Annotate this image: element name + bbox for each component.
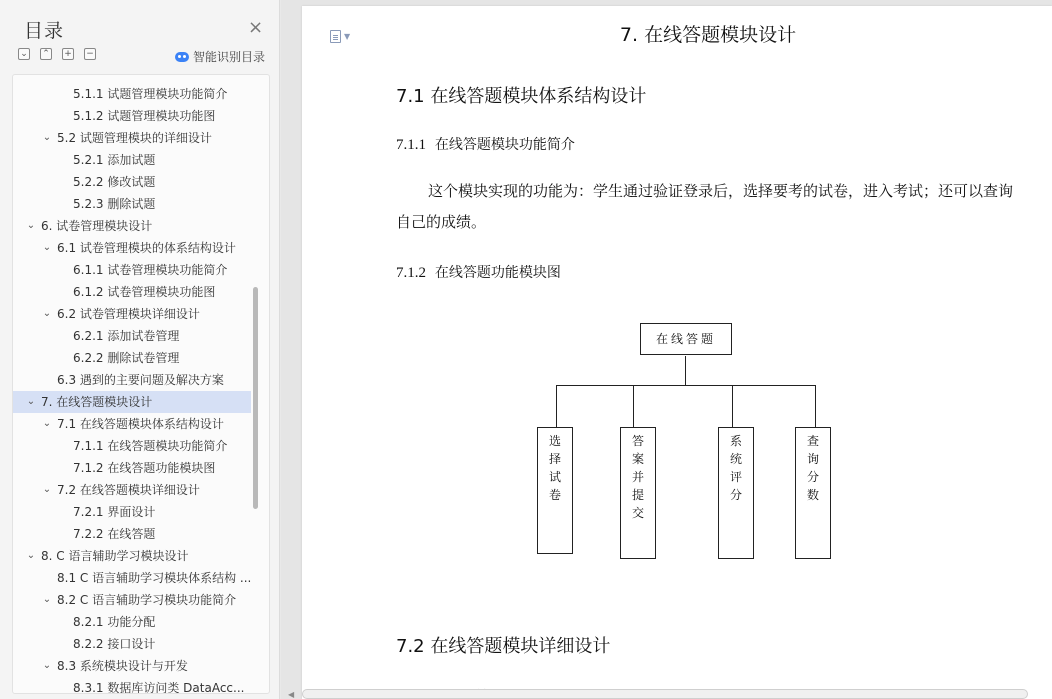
diagram-root-box: 在线答题 — [640, 323, 732, 355]
toc-toolbar — [18, 48, 96, 60]
toc-item[interactable] — [13, 193, 251, 215]
toc-item-label: 7.2.2 在线答题 — [73, 527, 156, 541]
diagram-connector — [732, 385, 733, 427]
toc-item-label: 8.1 C 语言辅助学习模块体系结构 ... — [57, 571, 251, 585]
toc-item-label: 8.3.1 数据库访问类 DataAcc... — [73, 681, 245, 694]
toc-item[interactable] — [13, 325, 251, 347]
horizontal-scrollbar[interactable] — [302, 689, 1028, 699]
toc-item[interactable] — [13, 677, 251, 694]
document-area — [281, 0, 1052, 699]
add-icon[interactable]: + — [62, 48, 74, 60]
toc-item[interactable] — [13, 281, 251, 303]
toc-item-label: 6.1.1 试卷管理模块功能简介 — [73, 263, 228, 277]
smart-ai-icon — [175, 52, 189, 62]
toc-item[interactable] — [13, 237, 251, 259]
diagram-child-box: 答 案 并 提 交 — [620, 427, 656, 559]
toc-item[interactable] — [13, 347, 251, 369]
close-icon[interactable]: × — [248, 17, 264, 38]
chevron-down-icon[interactable]: ⌄ — [42, 132, 52, 143]
toc-item[interactable] — [13, 501, 251, 523]
toc-item-label: 6. 试卷管理模块设计 — [41, 219, 153, 233]
chevron-down-icon[interactable]: ⌄ — [42, 484, 52, 495]
remove-icon[interactable]: − — [84, 48, 96, 60]
toc-list-box — [12, 74, 270, 694]
toc-item[interactable] — [13, 413, 251, 435]
toc-item[interactable] — [13, 523, 251, 545]
chevron-down-icon[interactable]: ⌄ — [26, 220, 36, 231]
toc-item-label: 8. C 语言辅助学习模块设计 — [41, 549, 189, 563]
toc-item-label: 6.1.2 试卷管理模块功能图 — [73, 285, 216, 299]
toc-item[interactable] — [13, 479, 251, 501]
diagram-connector — [556, 385, 557, 427]
chevron-down-icon[interactable]: ⌄ — [26, 550, 36, 561]
toc-item-label: 5.1.2 试题管理模块功能图 — [73, 109, 216, 123]
toc-item[interactable] — [13, 589, 251, 611]
subsection-number: 7.1.2 — [396, 265, 426, 281]
scroll-left-icon[interactable]: ◀ — [288, 690, 295, 699]
toc-item-label: 8.3 系统模块设计与开发 — [57, 659, 188, 673]
toc-item-label: 8.2.2 接口设计 — [73, 637, 156, 651]
toc-item[interactable] — [13, 567, 251, 589]
toc-item-label: 7.1 在线答题模块体系结构设计 — [57, 417, 224, 431]
toc-item-label: 6.2.1 添加试卷管理 — [73, 329, 180, 343]
toc-item[interactable] — [13, 303, 251, 325]
diagram-child-box: 选 择 试 卷 — [537, 427, 573, 554]
chevron-down-icon[interactable]: ⌄ — [42, 594, 52, 605]
toc-item[interactable] — [13, 127, 251, 149]
body-paragraph: 这个模块实现的功能为：学生通过验证登录后，选择要考的试卷，进入考试；还可以查询自己的成绩。 — [396, 182, 1014, 231]
subsection-heading-7-1-1 — [396, 134, 575, 154]
module-diagram — [522, 316, 842, 566]
toc-title: 目录 — [24, 20, 65, 42]
toc-item-label: 5.2.3 删除试题 — [73, 197, 156, 211]
toc-item[interactable] — [13, 171, 251, 193]
toc-item[interactable] — [13, 457, 251, 479]
diagram-connector — [815, 385, 816, 427]
toc-panel — [0, 0, 280, 699]
diagram-child-box: 查 询 分 数 — [795, 427, 831, 559]
toc-item-label: 7.1.1 在线答题模块功能简介 — [73, 439, 228, 453]
dropdown-arrow-icon: ▼ — [344, 32, 351, 41]
chevron-down-icon[interactable]: ⌄ — [42, 308, 52, 319]
toc-item-label: 5.1.1 试题管理模块功能简介 — [73, 87, 228, 101]
chevron-down-icon[interactable]: ⌄ — [42, 242, 52, 253]
toc-item[interactable] — [13, 391, 251, 413]
toc-item-label: 7.2 在线答题模块详细设计 — [57, 483, 200, 497]
toc-item-label: 5.2 试题管理模块的详细设计 — [57, 131, 212, 145]
toc-item-label: 8.2 C 语言辅助学习模块功能简介 — [57, 593, 237, 607]
section-heading-7-1: 7.1 在线答题模块体系结构设计 — [396, 86, 647, 107]
collapse-all-icon[interactable]: ⌃ — [40, 48, 52, 60]
toc-item[interactable] — [13, 105, 251, 127]
expand-all-icon[interactable]: ⌄ — [18, 48, 30, 60]
toc-list — [13, 83, 251, 694]
toc-item-label: 7. 在线答题模块设计 — [41, 395, 153, 409]
toc-item[interactable] — [13, 369, 251, 391]
chapter-title: 7. 在线答题模块设计 — [619, 24, 797, 46]
diagram-connector — [685, 356, 686, 385]
diagram-child-box: 系 统 评 分 — [718, 427, 754, 559]
subsection-heading-7-1-2 — [396, 262, 561, 282]
toc-item-label: 7.2.1 界面设计 — [73, 505, 156, 519]
toc-item-label: 6.2.2 删除试卷管理 — [73, 351, 180, 365]
toc-item-label: 6.3 遇到的主要问题及解决方案 — [57, 373, 224, 387]
toc-scrollbar[interactable] — [253, 287, 258, 509]
toc-item[interactable] — [13, 215, 251, 237]
toc-item-label: 7.1.2 在线答题功能模块图 — [73, 461, 216, 475]
toc-item[interactable] — [13, 611, 251, 633]
toc-item[interactable] — [13, 633, 251, 655]
subsection-number: 7.1.1 — [396, 137, 426, 153]
toc-item[interactable] — [13, 149, 251, 171]
chevron-down-icon[interactable]: ⌄ — [26, 396, 36, 407]
smart-toc-label: 智能识别目录 — [193, 50, 266, 64]
toc-item[interactable] — [13, 435, 251, 457]
toc-item[interactable] — [13, 259, 251, 281]
subsection-text: 在线答题模块功能简介 — [434, 137, 575, 153]
diagram-connector — [633, 385, 634, 427]
subsection-text: 在线答题功能模块图 — [434, 265, 561, 281]
toc-item[interactable] — [13, 545, 251, 567]
section-heading-7-2: 7.2 在线答题模块详细设计 — [396, 636, 611, 657]
diagram-connector — [556, 385, 816, 386]
toc-item-label: 6.1 试卷管理模块的体系结构设计 — [57, 241, 236, 255]
chevron-down-icon[interactable]: ⌄ — [42, 418, 52, 429]
toc-item-label: 6.2 试卷管理模块详细设计 — [57, 307, 200, 321]
toc-item[interactable] — [13, 655, 251, 677]
document-page — [302, 6, 1052, 699]
smart-toc-button[interactable] — [175, 48, 265, 65]
toc-item-label: 5.2.1 添加试题 — [73, 153, 156, 167]
toc-item-label: 5.2.2 修改试题 — [73, 175, 156, 189]
chevron-down-icon[interactable]: ⌄ — [42, 660, 52, 671]
toc-item-label: 8.2.1 功能分配 — [73, 615, 156, 629]
toc-item[interactable] — [13, 83, 251, 105]
